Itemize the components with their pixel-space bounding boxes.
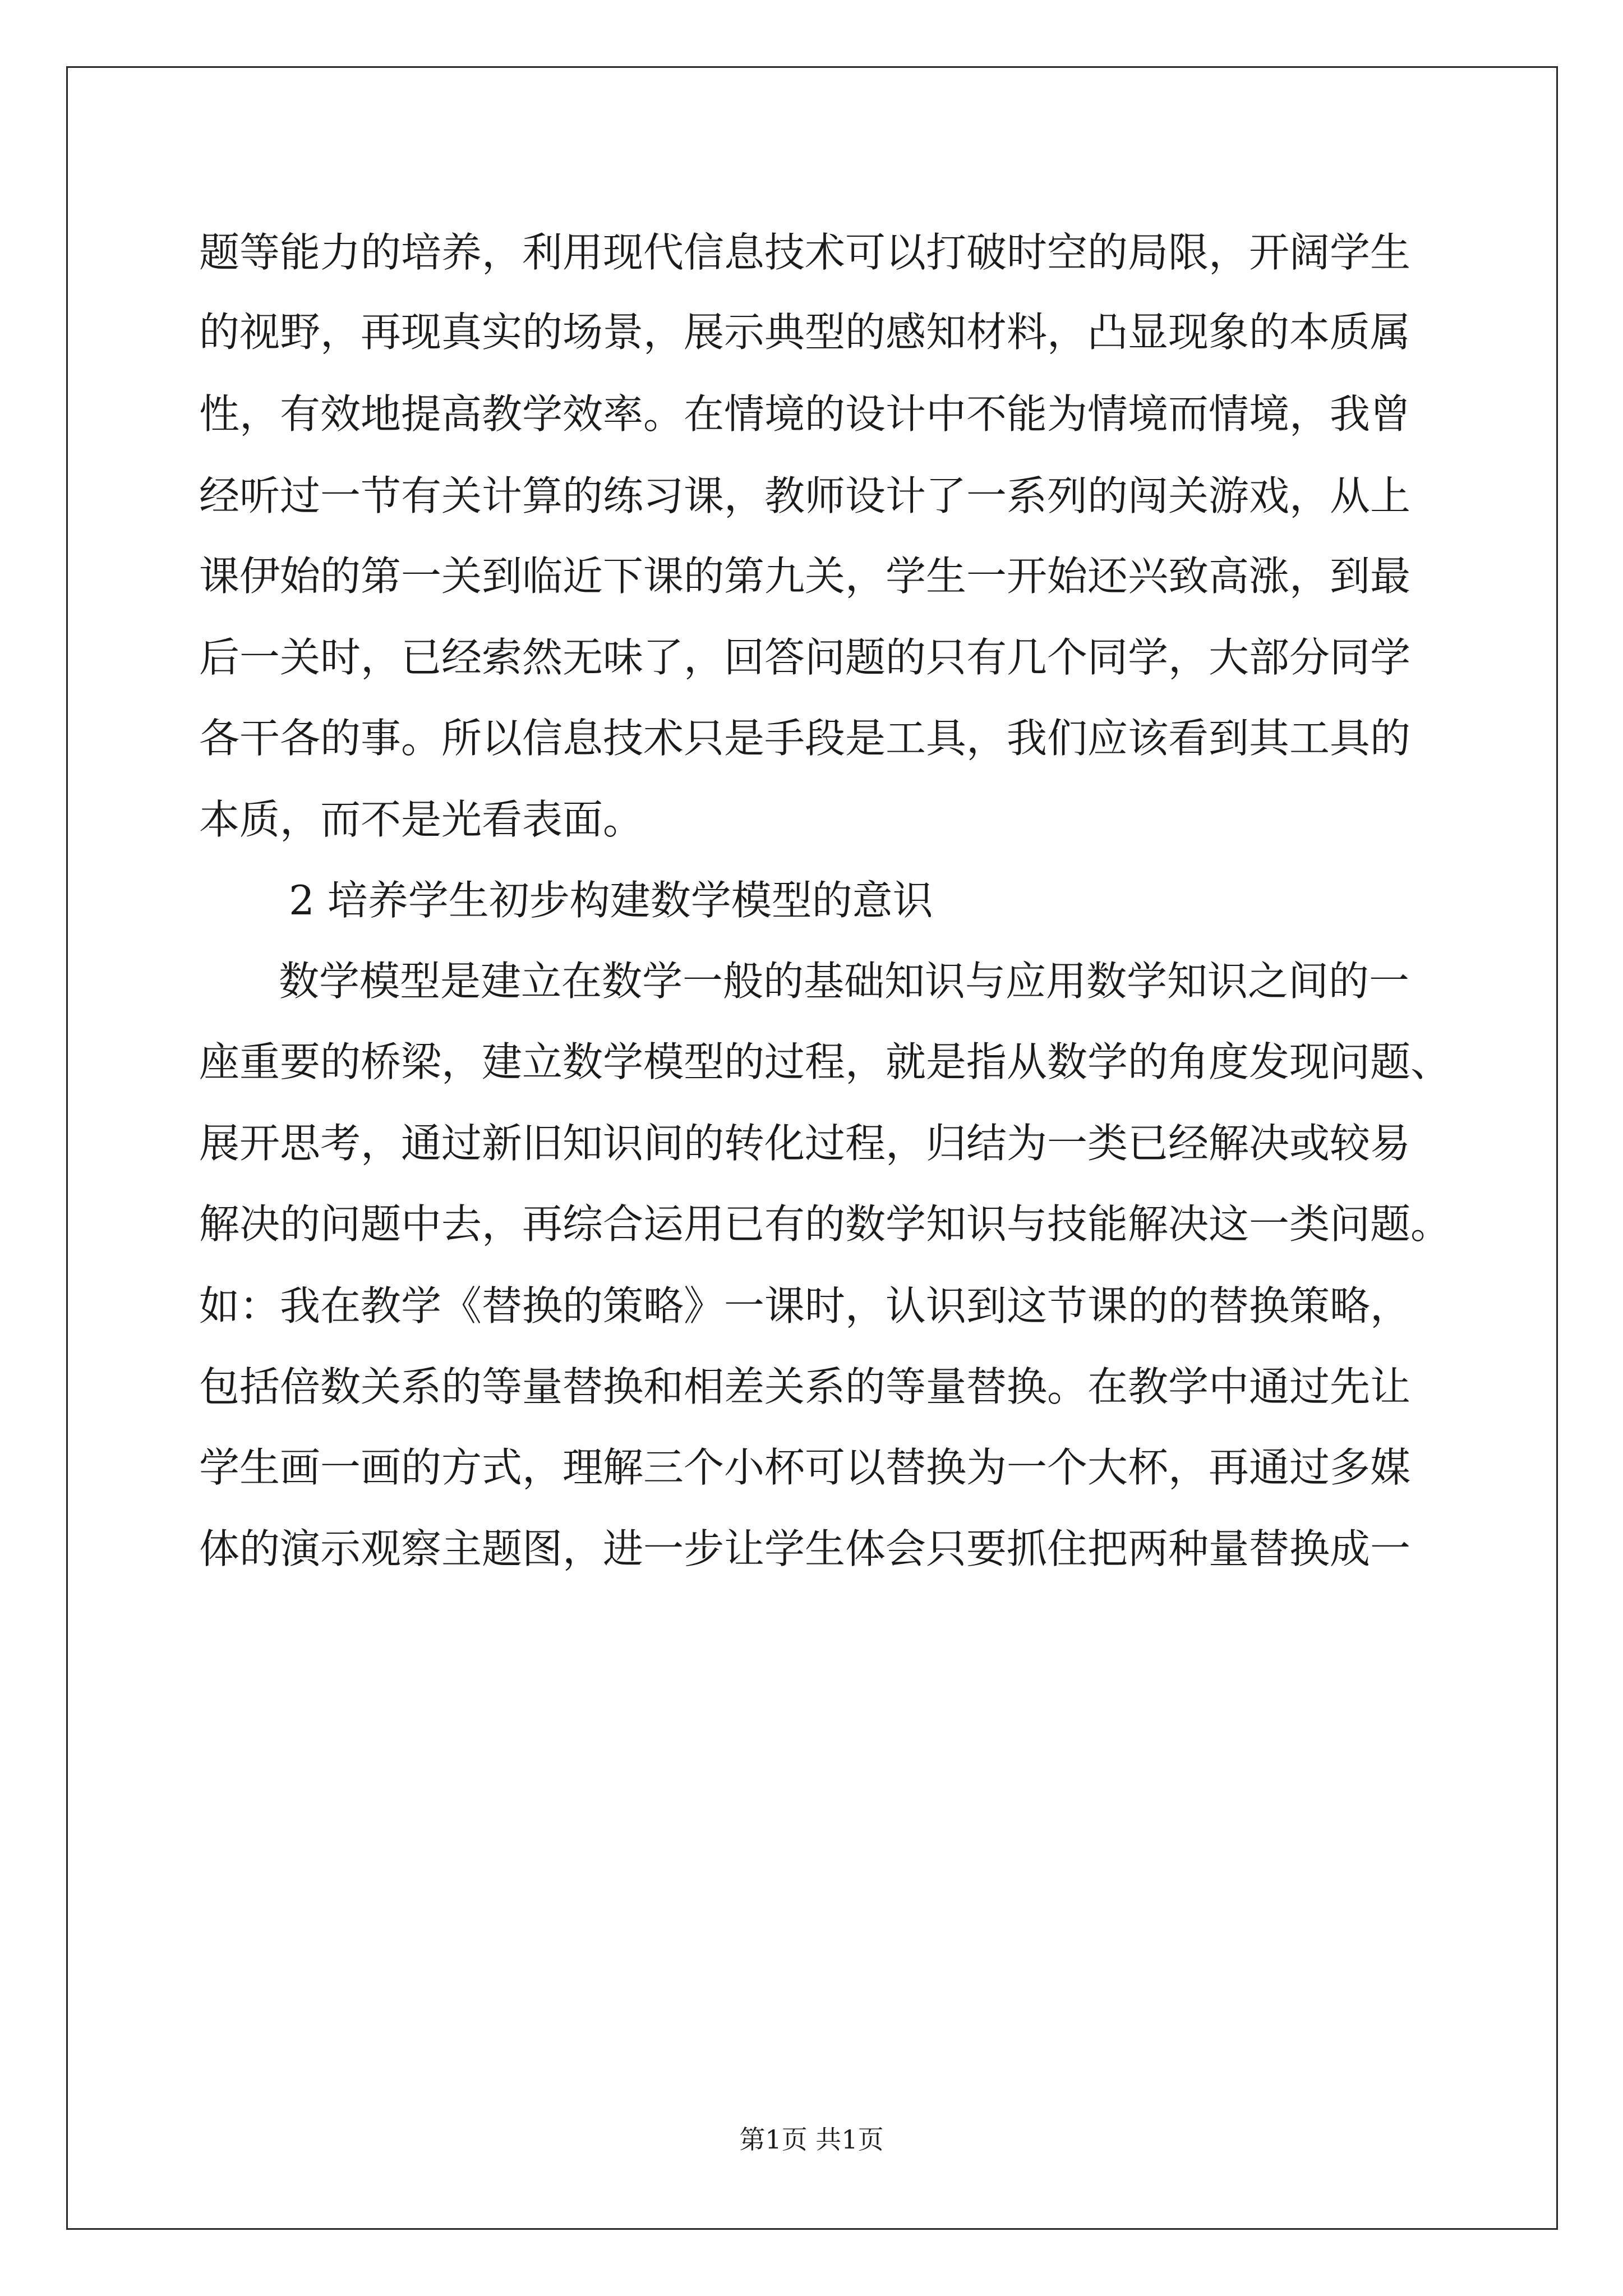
text-line: 展开思考，通过新旧知识间的转化过程，归结为一类已经解决或较易 — [199, 1120, 1411, 1167]
text-line: 座重要的桥梁，建立数学模型的过程，就是指从数学的角度发现问题、 — [199, 1038, 1451, 1085]
text-line: 的视野，再现真实的场景，展示典型的感知材料，凸显现象的本质属 — [199, 309, 1411, 356]
text-line: 体的演示观察主题图，进一步让学生体会只要抓住把两种量替换成一 — [199, 1525, 1411, 1572]
text-line: 本质，而不是光看表面。 — [199, 796, 644, 843]
text-line: 后一关时，已经索然无味了，回答问题的只有几个同学，大部分同学 — [199, 634, 1411, 681]
text-line: 数学模型是建立在数学一般的基础知识与应用数学知识之间的一 — [279, 958, 1410, 1005]
text-line: 解决的问题中去，再综合运用已有的数学知识与技能解决这一类问题。 — [199, 1200, 1451, 1248]
section-heading: 2 培养学生初步构建数学模型的意识 — [289, 877, 933, 924]
text-line: 学生画一画的方式，理解三个小杯可以替换为一个大杯，再通过多媒 — [199, 1444, 1411, 1491]
text-line: 经听过一节有关计算的练习课，教师设计了一系列的闯关游戏，从上 — [199, 472, 1411, 519]
text-line: 各干各的事。所以信息技术只是手段是工具，我们应该看到其工具的 — [199, 715, 1411, 762]
text-line: 如：我在教学《替换的策略》一课时，认识到这节课的的替换策略， — [199, 1282, 1411, 1329]
text-line: 性，有效地提高教学效率。在情境的设计中不能为情境而情境，我曾 — [199, 390, 1411, 438]
text-line: 包括倍数关系的等量替换和相差关系的等量替换。在教学中通过先让 — [199, 1363, 1411, 1410]
page-footer: 第1页 共1页 — [739, 2124, 884, 2155]
text-line: 课伊始的第一关到临近下课的第九关，学生一开始还兴致高涨，到最 — [199, 553, 1411, 600]
text-line: 题等能力的培养，利用现代信息技术可以打破时空的局限，开阔学生 — [199, 229, 1411, 276]
